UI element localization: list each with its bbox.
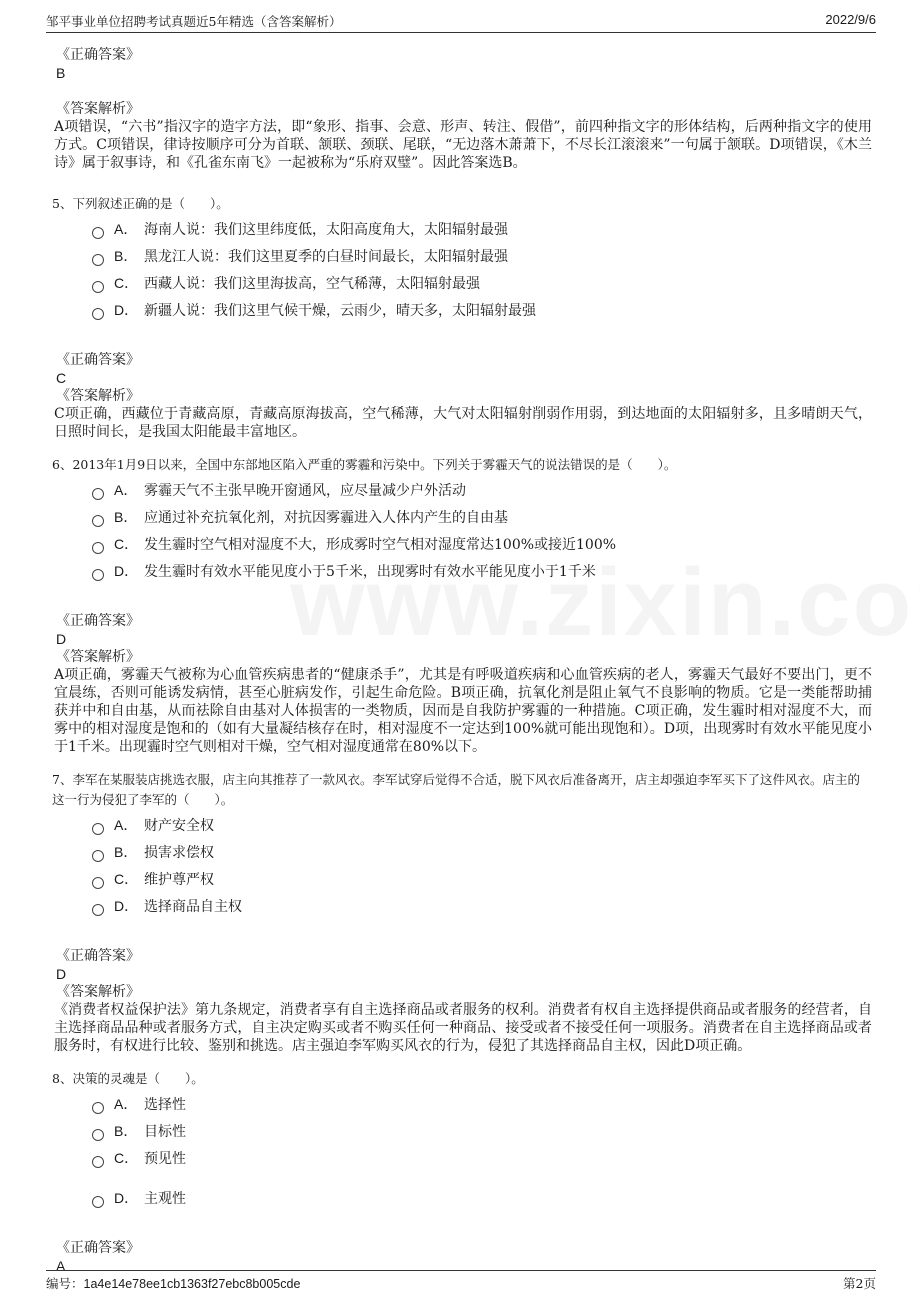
option-text: 黑龙江人说：我们这里夏季的白昼时间最长，太阳辐射最强 bbox=[144, 249, 508, 265]
analysis-text: C项正确，西藏位于青藏高原，青藏高原海拔高，空气稀薄，大气对太阳辐射削弱作用弱，到达地面的太阳辐射多，且多晴朗天气，日照时间长，是我国太阳能最丰富地区。 bbox=[54, 406, 872, 440]
question-5 bbox=[52, 194, 872, 441]
option-b[interactable] bbox=[92, 1119, 872, 1146]
radio-icon[interactable] bbox=[92, 569, 104, 581]
option-a[interactable] bbox=[92, 217, 872, 244]
question-7 bbox=[52, 770, 872, 1055]
option-letter: D． bbox=[114, 1190, 139, 1206]
document-body bbox=[52, 46, 872, 1275]
option-d[interactable] bbox=[92, 298, 872, 325]
analysis-label: 《答案解析》 bbox=[56, 388, 140, 404]
header-date: 2022/9/6 bbox=[825, 12, 876, 27]
option-text: 选择商品自主权 bbox=[144, 899, 242, 915]
option-letter: B． bbox=[114, 248, 138, 264]
code-label: 编号： bbox=[46, 1276, 84, 1291]
option-letter: D． bbox=[114, 563, 139, 579]
answer-value: D bbox=[56, 631, 67, 647]
option-d[interactable] bbox=[92, 559, 872, 586]
option-letter: A． bbox=[114, 817, 138, 833]
page-header bbox=[46, 10, 876, 33]
option-c[interactable] bbox=[92, 271, 872, 298]
analysis-text: A项错误，“六书”指汉字的造字方法，即“象形、指事、会意、形声、转注、假借”，前四种指文字的形体结构，后两种指文字的使用方式。C项错误，律诗按顺序可分为首联、颔联、颈联、尾联，“无边落木萧萧下，不尽长江滚滚来”一句属于颔联。D项错误，《木兰诗》属于叙事诗，和《孔雀东南飞》一起被称为“乐府双璧”。因此答案选B。 bbox=[54, 119, 872, 171]
page-number: 第2页 bbox=[843, 1276, 876, 1291]
answer-label: 《正确答案》 bbox=[56, 613, 140, 629]
radio-icon[interactable] bbox=[92, 308, 104, 320]
option-c[interactable] bbox=[92, 1146, 872, 1173]
question-6 bbox=[52, 455, 872, 756]
option-text: 预见性 bbox=[144, 1151, 186, 1167]
option-text: 雾霾天气不主张早晚开窗通风，应尽量减少户外活动 bbox=[144, 483, 466, 499]
option-letter: D． bbox=[114, 898, 139, 914]
answer-label: 《正确答案》 bbox=[56, 47, 140, 63]
option-letter: B． bbox=[114, 1123, 138, 1139]
radio-icon[interactable] bbox=[92, 1129, 104, 1141]
radio-icon[interactable] bbox=[92, 227, 104, 239]
option-a[interactable] bbox=[92, 1092, 872, 1119]
option-letter: A． bbox=[114, 1096, 138, 1112]
option-text: 主观性 bbox=[144, 1191, 186, 1207]
option-text: 目标性 bbox=[144, 1124, 186, 1140]
radio-icon[interactable] bbox=[92, 542, 104, 554]
option-letter: C． bbox=[114, 275, 139, 291]
option-d[interactable] bbox=[92, 894, 872, 921]
document-code bbox=[46, 1274, 300, 1292]
option-text: 应通过补充抗氧化剂，对抗因雾霾进入人体内产生的自由基 bbox=[144, 510, 508, 526]
question-text: 5、下列叙述正确的是（ ）。 bbox=[52, 196, 229, 211]
option-text: 维护尊严权 bbox=[144, 872, 214, 888]
analysis-label: 《答案解析》 bbox=[56, 649, 140, 665]
answer-label: 《正确答案》 bbox=[56, 352, 140, 368]
option-b[interactable] bbox=[92, 505, 872, 532]
radio-icon[interactable] bbox=[92, 823, 104, 835]
answer-label: 《正确答案》 bbox=[56, 1240, 140, 1256]
page-footer bbox=[46, 1270, 876, 1293]
option-c[interactable] bbox=[92, 867, 872, 894]
option-letter: D． bbox=[114, 302, 139, 318]
answer-value: B bbox=[56, 65, 66, 81]
radio-icon[interactable] bbox=[92, 254, 104, 266]
analysis-label: 《答案解析》 bbox=[56, 101, 140, 117]
option-letter: C． bbox=[114, 871, 139, 887]
answer-value: D bbox=[56, 966, 67, 982]
option-letter: A． bbox=[114, 221, 138, 237]
analysis-text: 《消费者权益保护法》第九条规定，消费者享有自主选择商品或者服务的权利。消费者有权自主选择提供商品或者服务的经营者，自主选择商品品种或者服务方式，自主决定购买或者不购买任何一种商品、接受或者不接受任何一项服务。消费者在自主选择商品或者服务时，有权进行比较、鉴别和挑选。店主强迫李军购买风衣的行为，侵犯了其选择商品自主权，因此D项正确。 bbox=[54, 1002, 872, 1054]
option-text: 选择性 bbox=[144, 1097, 186, 1113]
option-text: 西藏人说：我们这里海拔高，空气稀薄，太阳辐射最强 bbox=[144, 276, 480, 292]
radio-icon[interactable] bbox=[92, 488, 104, 500]
radio-icon[interactable] bbox=[92, 877, 104, 889]
radio-icon[interactable] bbox=[92, 850, 104, 862]
answer-value: C bbox=[56, 370, 67, 386]
answer-block-q4 bbox=[56, 46, 872, 172]
analysis-label: 《答案解析》 bbox=[56, 984, 140, 1000]
answer-label: 《正确答案》 bbox=[56, 948, 140, 964]
option-a[interactable] bbox=[92, 478, 872, 505]
option-d[interactable] bbox=[92, 1186, 872, 1213]
option-b[interactable] bbox=[92, 840, 872, 867]
question-text: 8、决策的灵魂是（ ）。 bbox=[52, 1071, 204, 1086]
option-text: 损害求偿权 bbox=[144, 845, 214, 861]
radio-icon[interactable] bbox=[92, 1156, 104, 1168]
option-letter: B． bbox=[114, 509, 138, 525]
radio-icon[interactable] bbox=[92, 1102, 104, 1114]
analysis-text: A项正确，雾霾天气被称为心血管疾病患者的“健康杀手”，尤其是有呼吸道疾病和心血管疾病的老人，雾霾天气最好不要出门，更不宜晨练，否则可能诱发病情，甚至心脏病发作，引起生命危险。B项正确，抗氧化剂是阻止氧气不良影响的物质。它是一类能帮助捕获并中和自由基，从而祛除自由基对人体损害的一类物质，因而是自我防护雾霾的一种措施。C项正确，发生霾时相对湿度不大，而雾中的相对湿度是饱和的（如有大量凝结核存在时，相对湿度不一定达到100%就可能出现饱和）。D项，出现雾时有效水平能见度小于1千米。出现霾时空气则相对干燥，空气相对湿度通常在80%以下。 bbox=[54, 667, 872, 755]
option-a[interactable] bbox=[92, 813, 872, 840]
option-text: 发生霾时空气相对湿度不大，形成雾时空气相对湿度常达100%或接近100% bbox=[144, 537, 617, 553]
document-title: 邹平事业单位招聘考试真题近5年精选（含答案解析） bbox=[46, 14, 342, 29]
code-value: 1a4e14e78ee1cb1363f27ebc8b005cde bbox=[83, 1277, 301, 1291]
question-8 bbox=[52, 1069, 872, 1275]
option-b[interactable] bbox=[92, 244, 872, 271]
option-letter: A． bbox=[114, 482, 138, 498]
radio-icon[interactable] bbox=[92, 1196, 104, 1208]
radio-icon[interactable] bbox=[92, 904, 104, 916]
option-letter: C． bbox=[114, 1150, 139, 1166]
radio-icon[interactable] bbox=[92, 281, 104, 293]
option-text: 财产安全权 bbox=[144, 818, 214, 834]
question-text: 6、2013年1月9日以来，全国中东部地区陷入严重的雾霾和污染中。下列关于雾霾天气的说法错误的是（ ）。 bbox=[52, 457, 677, 472]
option-text: 新疆人说：我们这里气候干燥，云雨少，晴天多，太阳辐射最强 bbox=[144, 303, 536, 319]
answer-value: A bbox=[56, 1258, 66, 1274]
option-letter: C． bbox=[114, 536, 139, 552]
option-text: 海南人说：我们这里纬度低，太阳高度角大，太阳辐射最强 bbox=[144, 222, 508, 238]
question-text: 7、李军在某服装店挑选衣服，店主向其推荐了一款风衣。李军试穿后觉得不合适，脱下风衣后准备离开，店主却强迫李军买下了这件风衣。店主的这一行为侵犯了李军的（ ）。 bbox=[52, 772, 860, 807]
option-text: 发生霾时有效水平能见度小于5千米，出现雾时有效水平能见度小于1千米 bbox=[144, 564, 596, 580]
option-c[interactable] bbox=[92, 532, 872, 559]
radio-icon[interactable] bbox=[92, 515, 104, 527]
option-letter: B． bbox=[114, 844, 138, 860]
